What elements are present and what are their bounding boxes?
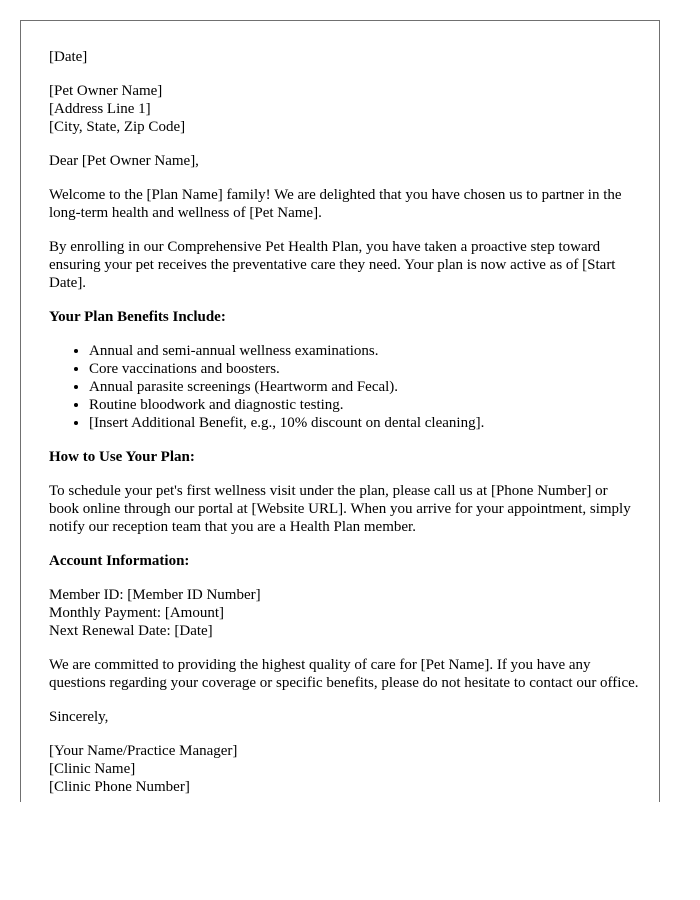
benefit-item: • [Insert Additional Benefit, e.g., 10% discount on dental cleaning].	[89, 414, 639, 432]
member-id: Member ID: [Member ID Number]	[49, 587, 261, 603]
intro-paragraph: Welcome to the [Plan Name] family! We are delighted that you have chosen us to partner in the long-term health and wellness of [Pet Name].	[49, 187, 622, 221]
benefits-list	[49, 342, 639, 432]
signature-block	[49, 742, 639, 796]
usage-paragraph: To schedule your pet's first wellness visit under the plan, please call us at [Phone Number] or book online through our portal at [Website URL]. When you arrive for your appointment, simply notify our reception team that you are a Health Plan member.	[49, 483, 631, 535]
benefit-item: • Routine bloodwork and diagnostic testing.	[89, 396, 639, 414]
benefit-item: • Core vaccinations and boosters.	[89, 360, 639, 378]
letter-date: [Date]	[49, 49, 88, 65]
monthly-payment: Monthly Payment: [Amount]	[49, 605, 224, 621]
account-info-block	[49, 586, 639, 640]
benefit-item: • Annual parasite screenings (Heartworm and Fecal).	[89, 378, 639, 396]
usage-heading: How to Use Your Plan:	[49, 449, 195, 465]
signoff: Sincerely,	[49, 709, 109, 725]
signature-phone: [Clinic Phone Number]	[49, 779, 190, 795]
recipient-city-state-zip: [City, State, Zip Code]	[49, 119, 186, 135]
signature-name: [Your Name/Practice Manager]	[49, 743, 238, 759]
letter-page	[20, 20, 660, 802]
recipient-name: [Pet Owner Name]	[49, 83, 163, 99]
enrollment-paragraph: By enrolling in our Comprehensive Pet Health Plan, you have taken a proactive step toward ensuring your pet receives the preventative care they need. Your plan is now active as of [Start Date].	[49, 239, 616, 291]
letter-body	[49, 48, 639, 802]
recipient-address-line-1: [Address Line 1]	[49, 101, 151, 117]
closing-paragraph: We are committed to providing the highest quality of care for [Pet Name]. If you have any questions regarding your coverage or specific benefits, please do not hesitate to contact our office.	[49, 657, 639, 691]
salutation: Dear [Pet Owner Name],	[49, 153, 199, 169]
account-heading: Account Information:	[49, 553, 190, 569]
signature-clinic: [Clinic Name]	[49, 761, 136, 777]
recipient-address-block	[49, 82, 639, 136]
renewal-date: Next Renewal Date: [Date]	[49, 623, 213, 639]
benefit-item: • Annual and semi-annual wellness examinations.	[89, 342, 639, 360]
benefits-heading: Your Plan Benefits Include:	[49, 309, 226, 325]
